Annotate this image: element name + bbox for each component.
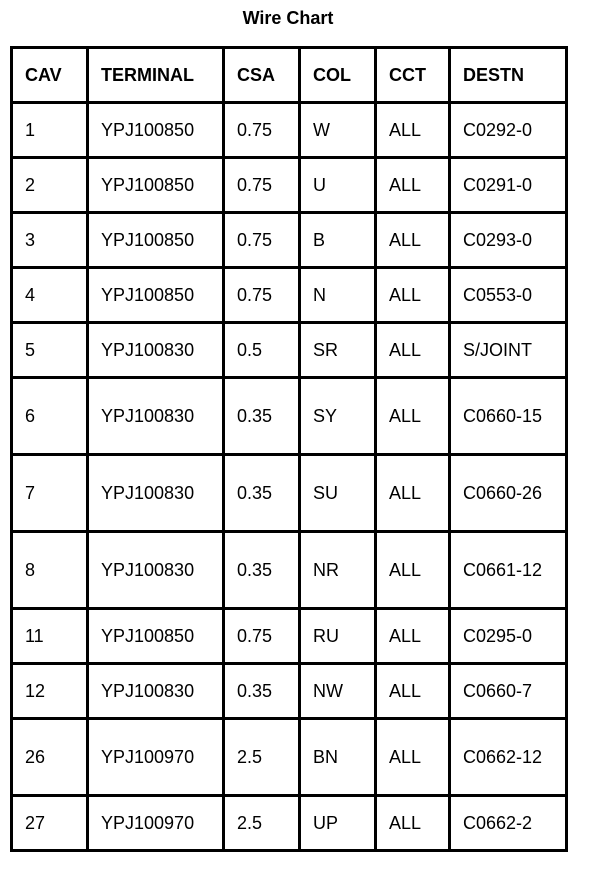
cell-csa: 0.35 bbox=[224, 664, 300, 719]
cell-cav: 27 bbox=[12, 796, 88, 851]
cell-cct: ALL bbox=[376, 378, 450, 455]
cell-col: SU bbox=[300, 455, 376, 532]
table-row bbox=[12, 378, 567, 455]
cell-csa: 0.75 bbox=[224, 609, 300, 664]
cell-terminal: YPJ100830 bbox=[88, 378, 224, 455]
cell-destn: C0291-0 bbox=[450, 158, 567, 213]
cell-csa: 0.75 bbox=[224, 213, 300, 268]
cell-destn: S/JOINT bbox=[450, 323, 567, 378]
header-row bbox=[12, 48, 567, 103]
cell-cav: 26 bbox=[12, 719, 88, 796]
table-row bbox=[12, 213, 567, 268]
column-header-cav: CAV bbox=[12, 48, 88, 103]
cell-csa: 2.5 bbox=[224, 719, 300, 796]
cell-destn: C0662-12 bbox=[450, 719, 567, 796]
cell-terminal: YPJ100850 bbox=[88, 268, 224, 323]
cell-csa: 0.75 bbox=[224, 158, 300, 213]
cell-terminal: YPJ100830 bbox=[88, 532, 224, 609]
table-row bbox=[12, 664, 567, 719]
table-row bbox=[12, 268, 567, 323]
cell-csa: 0.5 bbox=[224, 323, 300, 378]
cell-terminal: YPJ100830 bbox=[88, 323, 224, 378]
column-header-csa: CSA bbox=[224, 48, 300, 103]
column-header-col: COL bbox=[300, 48, 376, 103]
cell-cav: 3 bbox=[12, 213, 88, 268]
cell-cav: 7 bbox=[12, 455, 88, 532]
cell-col: NR bbox=[300, 532, 376, 609]
cell-cct: ALL bbox=[376, 158, 450, 213]
cell-col: UP bbox=[300, 796, 376, 851]
cell-cct: ALL bbox=[376, 719, 450, 796]
cell-cct: ALL bbox=[376, 796, 450, 851]
cell-col: SR bbox=[300, 323, 376, 378]
cell-cav: 12 bbox=[12, 664, 88, 719]
cell-cav: 5 bbox=[12, 323, 88, 378]
cell-cct: ALL bbox=[376, 664, 450, 719]
cell-col: BN bbox=[300, 719, 376, 796]
cell-col: RU bbox=[300, 609, 376, 664]
cell-terminal: YPJ100850 bbox=[88, 609, 224, 664]
cell-destn: C0293-0 bbox=[450, 213, 567, 268]
cell-csa: 0.35 bbox=[224, 455, 300, 532]
cell-cct: ALL bbox=[376, 213, 450, 268]
cell-col: W bbox=[300, 103, 376, 158]
cell-cct: ALL bbox=[376, 609, 450, 664]
column-header-terminal: TERMINAL bbox=[88, 48, 224, 103]
cell-csa: 0.75 bbox=[224, 268, 300, 323]
table-row bbox=[12, 455, 567, 532]
cell-cct: ALL bbox=[376, 455, 450, 532]
cell-cav: 2 bbox=[12, 158, 88, 213]
table-row bbox=[12, 158, 567, 213]
cell-csa: 0.35 bbox=[224, 532, 300, 609]
cell-destn: C0292-0 bbox=[450, 103, 567, 158]
table-row bbox=[12, 796, 567, 851]
cell-terminal: YPJ100830 bbox=[88, 664, 224, 719]
cell-cct: ALL bbox=[376, 268, 450, 323]
cell-cav: 8 bbox=[12, 532, 88, 609]
cell-cct: ALL bbox=[376, 323, 450, 378]
cell-cct: ALL bbox=[376, 103, 450, 158]
wire-chart-table bbox=[10, 46, 568, 852]
table-row bbox=[12, 323, 567, 378]
table-row bbox=[12, 609, 567, 664]
cell-destn: C0662-2 bbox=[450, 796, 567, 851]
cell-cav: 6 bbox=[12, 378, 88, 455]
cell-destn: C0660-26 bbox=[450, 455, 567, 532]
cell-csa: 0.75 bbox=[224, 103, 300, 158]
cell-terminal: YPJ100970 bbox=[88, 719, 224, 796]
cell-destn: C0660-15 bbox=[450, 378, 567, 455]
cell-col: U bbox=[300, 158, 376, 213]
cell-csa: 2.5 bbox=[224, 796, 300, 851]
cell-terminal: YPJ100830 bbox=[88, 455, 224, 532]
table-row bbox=[12, 719, 567, 796]
cell-col: SY bbox=[300, 378, 376, 455]
cell-terminal: YPJ100970 bbox=[88, 796, 224, 851]
cell-cct: ALL bbox=[376, 532, 450, 609]
column-header-cct: CCT bbox=[376, 48, 450, 103]
cell-cav: 1 bbox=[12, 103, 88, 158]
table-row bbox=[12, 532, 567, 609]
cell-terminal: YPJ100850 bbox=[88, 103, 224, 158]
cell-csa: 0.35 bbox=[224, 378, 300, 455]
cell-destn: C0660-7 bbox=[450, 664, 567, 719]
column-header-destn: DESTN bbox=[450, 48, 567, 103]
cell-col: N bbox=[300, 268, 376, 323]
cell-destn: C0661-12 bbox=[450, 532, 567, 609]
cell-cav: 11 bbox=[12, 609, 88, 664]
cell-col: NW bbox=[300, 664, 376, 719]
cell-destn: C0295-0 bbox=[450, 609, 567, 664]
page-title: Wire Chart bbox=[242, 8, 334, 28]
cell-terminal: YPJ100850 bbox=[88, 158, 224, 213]
cell-col: B bbox=[300, 213, 376, 268]
cell-destn: C0553-0 bbox=[450, 268, 567, 323]
cell-terminal: YPJ100850 bbox=[88, 213, 224, 268]
cell-cav: 4 bbox=[12, 268, 88, 323]
table-row bbox=[12, 103, 567, 158]
